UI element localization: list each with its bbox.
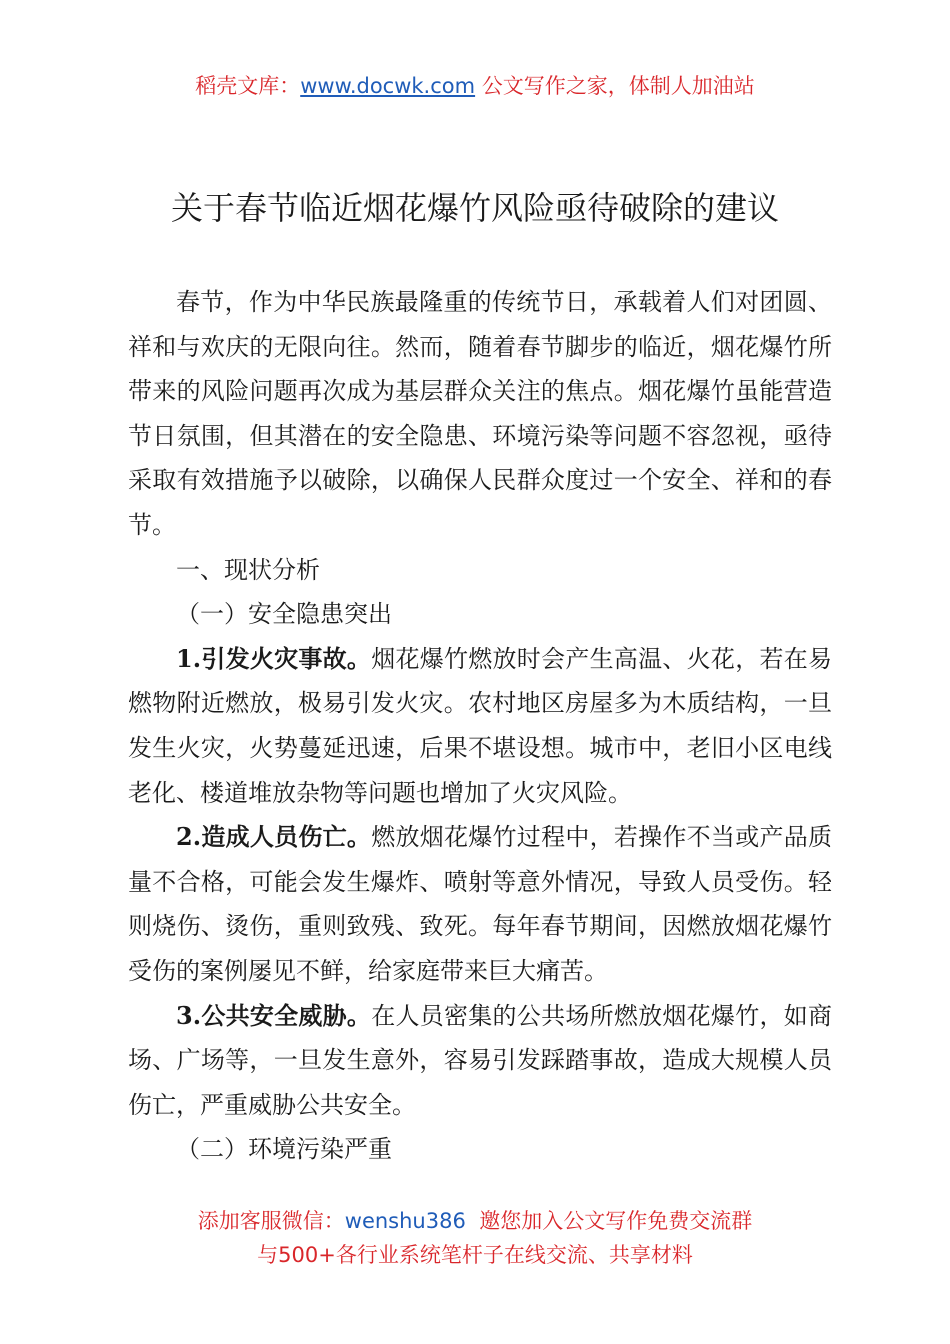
item-paragraph-2 bbox=[128, 815, 832, 993]
item-text-1: 烟花爆竹燃放时会产生高温、火花，若在易燃物附近燃放，极易引发火灾。农村地区房屋多为木质结构，一旦发生火灾，火势蔓延迅速，后果不堪设想。城市中，老旧小区电线老化、楼道堆放杂物等问题也增加了火灾风险。 bbox=[128, 644, 833, 807]
document-body bbox=[128, 280, 832, 1172]
item-lead-1: 引发火灾事故。 bbox=[201, 644, 372, 673]
item-paragraph-3 bbox=[128, 994, 832, 1128]
subsection-heading-2: （二）环境污染严重 bbox=[176, 1135, 392, 1164]
item-number-1: 1. bbox=[176, 643, 202, 673]
item-number-2: 2. bbox=[176, 822, 202, 852]
footer-watermark bbox=[0, 1204, 950, 1272]
item-text-2: 燃放烟花爆竹过程中，若操作不当或产品质量不合格，可能会发生爆炸、喷射等意外情况，导致人员受伤。轻则烧伤、烫伤，重则致残、致死。每年春节期间，因燃放烟花爆竹受伤的案例屡见不鲜，给家庭带来巨大痛苦。 bbox=[128, 823, 833, 985]
intro-paragraph: 春节，作为中华民族最隆重的传统节日，承载着人们对团圆、祥和与欢庆的无限向往。然而，随着春节脚步的临近，烟花爆竹所带来的风险问题再次成为基层群众关注的焦点。烟花爆竹虽能营造节日氛围，但其潜在的安全隐患、环境污染等问题不容忽视，亟待采取有效措施予以破除，以确保人民群众度过一个安全、祥和的春节。 bbox=[128, 288, 832, 539]
item-lead-3: 公共安全威胁。 bbox=[201, 1001, 372, 1030]
document-title: 关于春节临近烟花爆竹风险亟待破除的建议 bbox=[170, 189, 779, 227]
footer-wechat-id: wenshu386 bbox=[344, 1209, 466, 1233]
item-paragraph-1 bbox=[128, 637, 832, 815]
header-prefix: 稻壳文库： bbox=[195, 74, 301, 98]
section-heading-1: 一、现状分析 bbox=[176, 555, 320, 584]
footer-line-2: 与500+各行业系统笔杆子在线交流、共享材料 bbox=[257, 1243, 693, 1267]
item-number-3: 3. bbox=[176, 1000, 202, 1030]
item-lead-2: 造成人员伤亡。 bbox=[201, 823, 372, 852]
item-text-3: 在人员密集的公共场所燃放烟花爆竹，如商场、广场等，一旦发生意外，容易引发踩踏事故，造成大规模人员伤亡，严重威胁公共安全。 bbox=[128, 1001, 833, 1119]
subsection-heading-1: （一）安全隐患突出 bbox=[176, 600, 392, 629]
footer-line-1 bbox=[0, 1204, 950, 1238]
header-suffix: 公文写作之家，体制人加油站 bbox=[475, 74, 755, 98]
header-url-link[interactable]: www.docwk.com bbox=[300, 74, 476, 98]
header-watermark bbox=[0, 70, 950, 102]
footer-line1-prefix: 添加客服微信： bbox=[197, 1209, 345, 1233]
footer-line1-suffix: 邀您加入公文写作免费交流群 bbox=[465, 1209, 753, 1233]
